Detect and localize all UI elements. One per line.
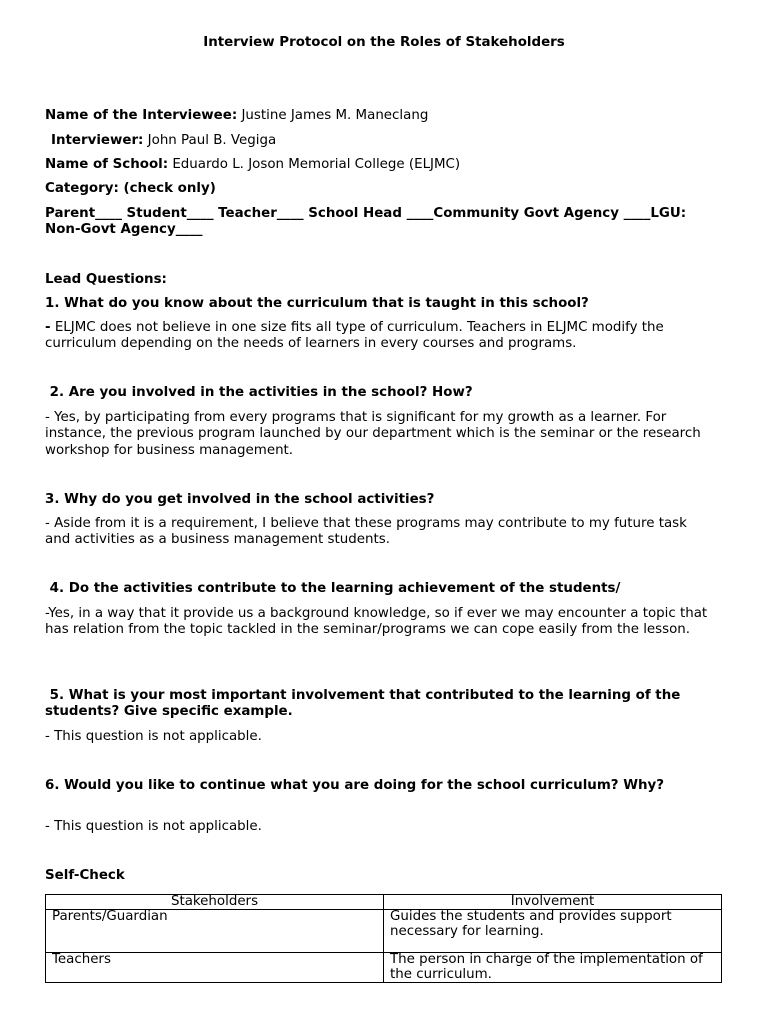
question-2: 2. Are you involved in the activities in the school? How? — [45, 385, 473, 400]
answer-5: - This question is not applicable. — [45, 729, 262, 744]
self-check-heading: Self-Check — [45, 868, 125, 883]
answer-1-text: ELJMC does not believe in one size fits all type of curriculum. Teachers in ELJMC modify the curriculum depending on the needs of learners in every courses and programs. — [45, 320, 669, 352]
school-label: Name of School: — [45, 157, 169, 172]
question-3: 3. Why do you get involved in the school activities? — [45, 492, 435, 507]
answer-3: - Aside from it is a requirement, I believe that these programs may contribute to my future task and activities as a business management students. — [45, 516, 692, 548]
interviewee-label: Name of the Interviewee: — [45, 108, 238, 123]
answer-1 — [45, 320, 735, 353]
answer-6: - This question is not applicable. — [45, 819, 262, 834]
school-value: Eduardo L. Joson Memorial College (ELJMC) — [168, 157, 461, 172]
self-check-table — [45, 894, 722, 983]
question-5: 5. What is your most important involvement that contributed to the learning of the students? Give specific example. — [45, 688, 685, 720]
interviewee-field — [45, 108, 735, 124]
question-1: 1. What do you know about the curriculum that is taught in this school? — [45, 296, 589, 311]
stakeholder-cell: Teachers — [46, 953, 384, 983]
table-header-row — [46, 895, 722, 910]
interviewer-field — [51, 133, 741, 149]
interviewee-value: Justine James M. Maneclang — [237, 108, 429, 123]
answer-1-dash: - — [45, 320, 51, 335]
column-header-stakeholders: Stakeholders — [46, 895, 384, 910]
page-title: Interview Protocol on the Roles of Stakeholders — [203, 35, 565, 50]
school-field — [45, 157, 735, 173]
interviewer-label: Interviewer: — [51, 133, 144, 148]
column-header-involvement: Involvement — [384, 895, 722, 910]
answer-4: -Yes, in a way that it provide us a background knowledge, so if ever we may encounter a topic that has relation from the topic tackled in the seminar/programs we can cope easily from the lesson. — [45, 606, 712, 638]
stakeholder-cell: Parents/Guardian — [46, 910, 384, 953]
table-row — [46, 910, 722, 953]
involvement-cell: The person in charge of the implementation of the curriculum. — [384, 953, 722, 983]
involvement-cell: Guides the students and provides support necessary for learning. — [384, 910, 722, 953]
table-row — [46, 953, 722, 983]
answer-2: - Yes, by participating from every programs that is significant for my growth as a learner. For instance, the previous program launched by our department which is the seminar or the research workshop for business management. — [45, 410, 706, 458]
category-options: Parent____ Student____ Teacher____ School Head ____Community Govt Agency ____LGU: Non-Govt Agency____ — [45, 206, 691, 238]
interviewer-value: John Paul B. Vegiga — [143, 133, 277, 148]
question-4: 4. Do the activities contribute to the learning achievement of the students/ — [45, 581, 621, 596]
category-label: Category: (check only) — [45, 181, 216, 196]
lead-questions-heading: Lead Questions: — [45, 272, 167, 287]
question-6: 6. Would you like to continue what you are doing for the school curriculum? Why? — [45, 778, 665, 793]
